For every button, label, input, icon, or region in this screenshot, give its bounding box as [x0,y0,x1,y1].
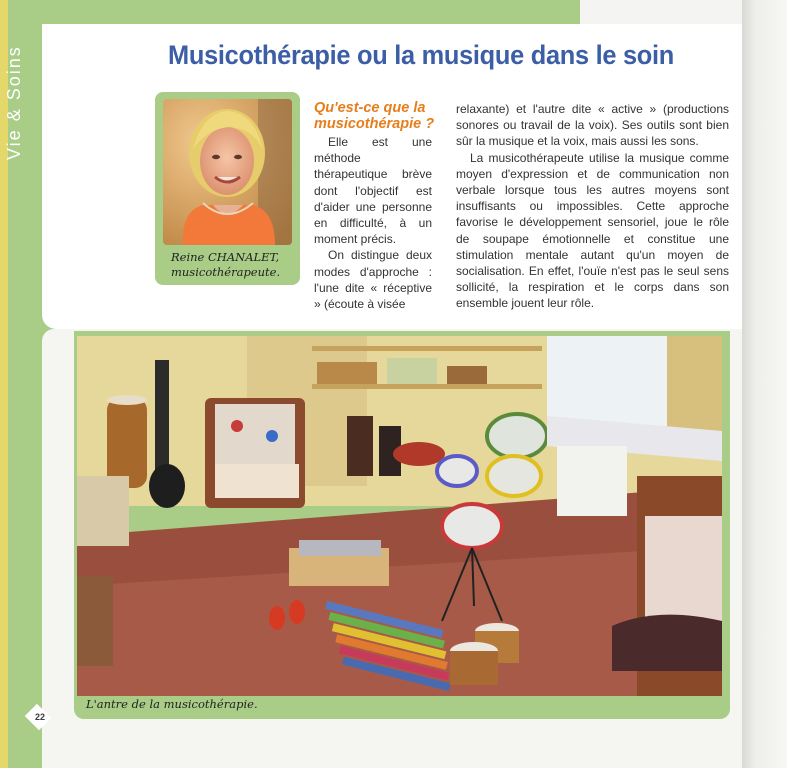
portrait-card [155,92,300,285]
column1-paragraph-1: Elle est une méthode thérapeutique brève dont l'objectif est d'aider une personne en difficulté, à un moment précis. [314,135,432,247]
section-label: Vie & Soins [4,45,24,160]
column2-paragraph-2: La musicothérapeute utilise la musique comme moyen d'expression et de communication non verbale lorsque tous les autres moyens sont insuffisants ou impossibles. Cette approche favorise le développement sensoriel, joue le rôle de soupape émotionnelle et constitue une stimulation mentale autant qu'un moyen de socialisation. En effet, l'ouïe n'est pas le seul sens sollicité, la respiration et le corps dans son ensemble jouent leur rôle. [456,150,729,311]
facing-page-edge [742,0,787,768]
portrait-caption [171,250,296,280]
room-photo [77,336,722,696]
text-column-1 [314,134,432,312]
portrait-photo [163,99,292,245]
text-column-2 [456,101,729,312]
subheading-line1: Qu'est-ce que la [314,100,426,116]
subheading-line2: musicothérapie ? [314,116,435,132]
subheading [314,100,439,132]
portrait-caption-name: Reine CHANALET, [171,250,280,264]
photo-caption: L'antre de la musicothérapie. [86,697,258,711]
article-title: Musicothérapie ou la musique dans le soin [168,40,675,70]
column1-paragraph-2: On distingue deux modes d'approche : l'une dite « réceptive » (écoute à visée [314,248,432,312]
page-number: 22 [34,712,45,722]
portrait-caption-role: musicothérapeute. [171,265,281,279]
column2-paragraph-1: relaxante) et l'autre dite « active » (productions sonores ou travail de la voix). Ses outils sont bien sûr la musique et la voix, mais aussi les sons. [456,102,729,149]
